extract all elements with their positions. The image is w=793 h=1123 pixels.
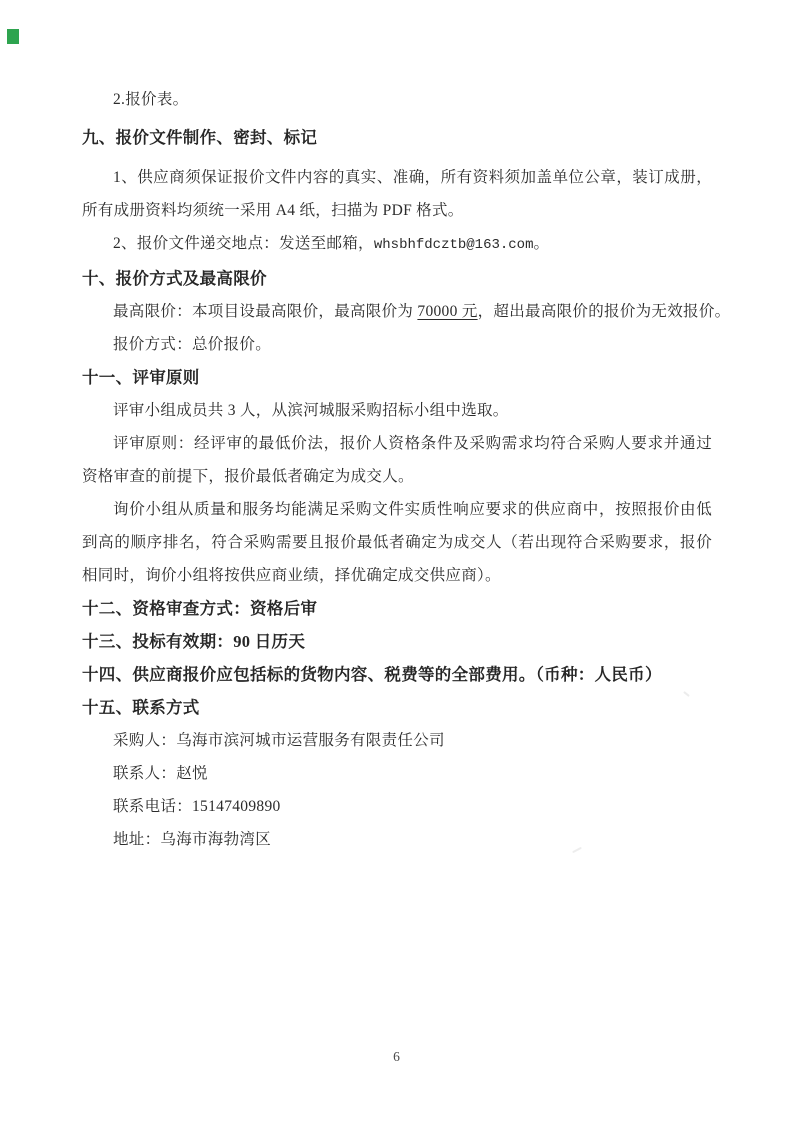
section9-paragraph-1: 1、供应商须保证报价文件内容的真实、准确，所有资料须加盖单位公章，装订成册，所有成册资料均须统一采用 A4 纸，扫描为 PDF 格式。: [82, 169, 712, 219]
contact-person-line: 联系人：赵悦: [113, 765, 208, 782]
contact-phone-line: 联系电话：15147409890: [113, 798, 281, 815]
section-heading-15: 十五、联系方式: [82, 698, 200, 717]
section-heading-12: 十二、资格审查方式：资格后审: [82, 599, 318, 618]
section11-paragraph-2: 评审原则：经评审的最低价法，报价人资格条件及采购需求均符合采购人要求并通过资格审查的前提下，报价最低者确定为成交人。: [82, 435, 712, 485]
contact-address-line: 地址：乌海市海勃湾区: [113, 831, 272, 848]
max-price-suffix: ，超出最高限价的报价为无效报价。: [477, 303, 731, 320]
section-heading-9: 九、报价文件制作、密封、标记: [82, 128, 318, 147]
section-heading-13: 十三、投标有效期：90 日历天: [82, 632, 306, 651]
page-number: 6: [393, 1049, 400, 1064]
max-price-prefix: 最高限价：本项目设最高限价，最高限价为: [113, 303, 418, 320]
section9-paragraph-2-text: 2、报价文件递交地点：发送至邮箱，: [113, 235, 374, 252]
section9-paragraph-2-period: 。: [533, 235, 550, 252]
section-heading-14: 十四、供应商报价应包括标的货物内容、税费等的全部费用。（币种：人民币）: [82, 665, 662, 684]
list-item-quotation-table: 2.报价表。: [113, 91, 189, 108]
contact-purchaser-line: 采购人：乌海市滨河城市运营服务有限责任公司: [113, 732, 445, 749]
section10-max-price-paragraph: [82, 295, 731, 328]
submission-email: whsbhfdcztb@163.com: [373, 237, 534, 253]
section10-quote-method-paragraph: 报价方式：总价报价。: [113, 336, 272, 353]
section-heading-11: 十一、评审原则: [82, 368, 200, 387]
section9-paragraph-2: [82, 227, 712, 262]
section11-paragraph-3: 询价小组从质量和服务均能满足采购文件实质性响应要求的供应商中，按照报价由低到高的顺序排名，符合采购需要且报价最低者确定为成交人（若出现符合采购要求，报价相同时，询价小组将按供应商业绩，择优确定成交供应商）。: [82, 501, 712, 584]
section11-paragraph-1: 评审小组成员共 3 人，从滨河城服采购招标小组中选取。: [113, 402, 509, 419]
section-heading-10: 十、报价方式及最高限价: [82, 269, 267, 288]
max-price-value: 70000 元: [417, 303, 478, 320]
